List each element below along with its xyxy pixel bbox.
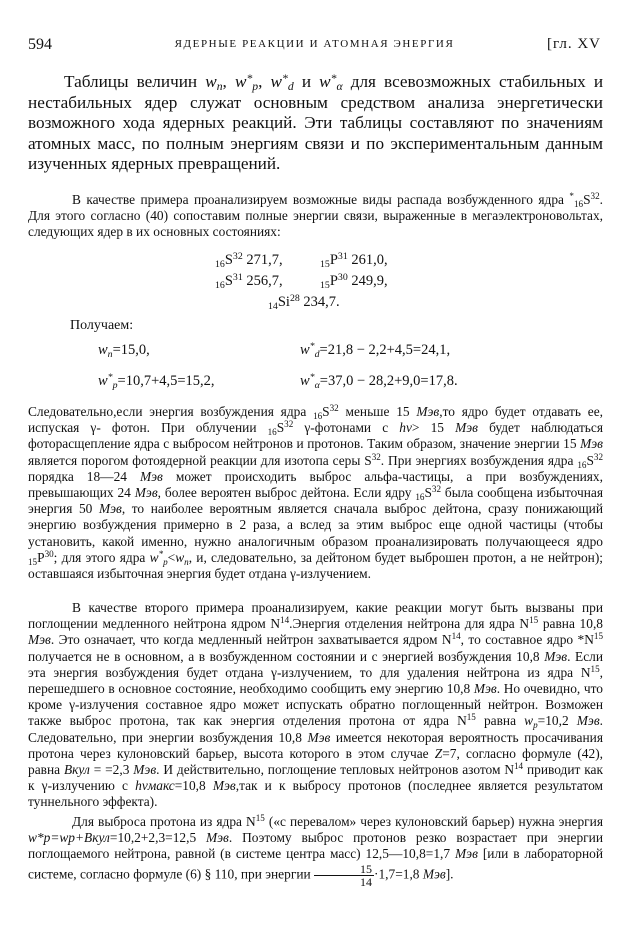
- proton-emission-paragraph: Для выброса протона из ядра $N^{15}$ («с перевалом» через кулоновский барьер) нужна энергия w*p=wp+Bкул=10,2+2,3=12,5 Мэв. Поэтому выброс протонов резко возрастает при энергии поглощаемого нейтрона, равной (в системе центра масс) 12,5—10,8=1,7 Мэв [или в лабораторной системе, согласно формуле (6) § 110, при энергии $\frac{15}{14}$ ·1,7=1,8 Мэв].: [28, 813, 603, 889]
- fraction-15-14: $\frac{15}{14}$: [314, 863, 374, 888]
- result-wp: $w^*_p=10,7+4,5=15,2$,: [98, 372, 215, 391]
- intro-paragraph: Таблицы величин $w_n$, $w^*_p$, $w^*_d$ и $w^*_\alpha$ для всевозможных стабильных и нестабильных ядер служат основным средством анализа энергетически возможного хода ядерных реакций. Эти таблицы составляют по значениям атомных масс, по полным энергиям связи и по экспериментальным данным изученных ядерных превращений.: [28, 72, 604, 173]
- chapter-marker: [гл. XV: [546, 36, 601, 52]
- page-number: 594: [28, 36, 52, 53]
- running-title: ЯДЕРНЫЕ РЕАКЦИИ И АТОМНАЯ ЭНЕРГИЯ: [174, 38, 455, 50]
- page-header: [28, 36, 601, 58]
- result-wd: $w^*_d=21,8 - 2,2+4,5=24,1$,: [300, 341, 451, 360]
- energy-s31: $_{16}S^{31}$ 256,7,: [215, 272, 283, 291]
- result-wa: $w^*_\alpha=37,0 - 28,2+9,0=17,8$.: [300, 372, 458, 391]
- nitrogen-analysis-paragraph: В качестве второго примера проанализируем, какие реакции могут быть вызваны при поглощении медленного нейтрона ядром $N^{14}.Энергия$ отделения нейтрона для ядра $N^{15}$ равна 10,8 Мэв. Это означает, что когда медленный нейтрон захватывается ядром $N^{14}$, то составное ядро $*N^{15}$ получается не в основном, а в возбужденном состоянии и с энергией возбуждения 10,8 Мэв. Если эта энергия возбуждения будет отдана γ-излучением, то для удаления нейтрона из ядра $N^{15}$, перешедшего в основное состояние, необходимо сообщить ему энергию 10,8 Мэв. Но очевидно, что кроме γ-излучения составное ядро может испускать обратно поглощенный нейтрон. Возможен также выброс протона, так как энергия отделения протона от ядра $N^{15}$ равна $w_p=10,2$ Мэв. Следовательно, при энергии возбуждения 10,8 Мэв имеется некоторая вероятность просачивания протона через кулоновский барьер, высота которого в этом случае Z=7, согласно формуле (42), равна Bкул = =2,3 Мэв. И действительно, поглощение тепловых нейтронов азотом $N^{14}$ приводит как к γ-излучению с hνмакс=10,8 Мэв,так и к выбросу протонов (последнее является результатом туннельного эффекта).: [28, 600, 604, 810]
- energy-s32: $_{16}S^{32}$ 271,7,: [215, 251, 283, 270]
- energy-si28: $_{14}Si^{28}$ 234,7.: [268, 293, 340, 312]
- sulfur-analysis-paragraph: Следовательно,если энергия возбуждения ядра $_{16}S^{32}$ меньше 15 Мэв,то ядро будет отдавать ее, испуская γ- фотон. При облучении $_{16}S^{32}$ γ-фотонами с hν> 15 Мэв будет наблюдаться фоторасщепление ядра с выбросом нейтронов и протонов. Таким образом, значение энергии 15 Мэв является порогом фотоядерной реакции для изотопа серы $S^{32}$. При энергиях возбуждения ядра $_{16}S^{32}$ порядка 18—24 Мэв может происходить выброс альфа-частицы, а при возбуждениях, превышающих 24 Мэв, более вероятен выброс дейтона. Если ядру $_{16}S^{32}$ была сообщена избыточная энергия 50 Мэв, то наиболее вероятным является сначала выброс дейтона, сразу понижающий энергию возбуждения примерно в 2 раза, а вслед за этим выброс еще одной частицы (чтобы установить, какой именно, нужно аналогичным образом проанализировать получающееся ядро $_{15}P^{30}$; для этого ядра $w^*_p<w_n$, и, следовательно, за дейтоном будет выброшен протон, а не нейтрон); оставшаяся избыточная энергия будет отдана γ-излучением.: [28, 403, 604, 582]
- energy-p30: $_{15}P^{30}$ 249,9,: [320, 272, 388, 291]
- energy-p31: $_{15}P^{31}$ 261,0,: [320, 251, 388, 270]
- example-paragraph-1: В качестве примера проанализируем возможные виды распада возбужденного ядра $^*_{16}S^{32}$. Для этого согласно (40) сопоставим полные энергии связи, выраженные в мегаэлектроновольтах, следующих ядер в их основных состояниях:: [28, 191, 603, 240]
- poluchaem-label: Получаем:: [70, 318, 134, 333]
- result-wn: $w_n=15,0$,: [98, 342, 150, 360]
